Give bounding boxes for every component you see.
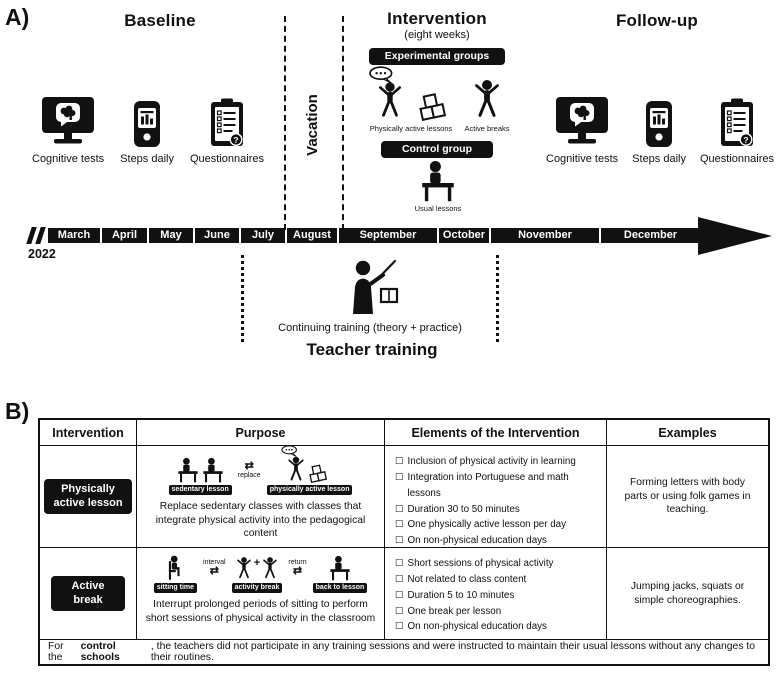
- element-text: Inclusion of physical activity in learning: [407, 456, 576, 467]
- element-text: Duration 5 to 10 minutes: [407, 589, 515, 601]
- checkbox-icon: ☐: [395, 573, 404, 585]
- break-scene: [154, 553, 368, 593]
- heading-baseline: Baseline: [124, 11, 196, 30]
- element-text: One break per lesson: [407, 605, 502, 617]
- sedentary-lesson-scene: [169, 455, 232, 495]
- sitting-time-scene: [154, 553, 197, 593]
- timeline-month: December: [601, 228, 700, 243]
- teacher-training-dotted-line-right: [496, 255, 499, 342]
- activity-break-scene: [232, 553, 283, 593]
- element-text: Integration into Portuguese and math lessons: [407, 471, 569, 499]
- shuffle-icon: ⇄: [292, 565, 303, 578]
- timeline-month: April: [102, 228, 147, 243]
- jumping-kid-icon: [236, 555, 252, 581]
- timeline-month: October: [439, 228, 489, 243]
- group-label: Physically active lessons: [369, 124, 453, 133]
- measure-label: Questionnaires: [190, 153, 264, 165]
- baseline-cognitive-tests: [32, 94, 104, 165]
- timeline-month: August: [287, 228, 337, 243]
- checkbox-icon: ☐: [395, 456, 404, 467]
- physically-active-lesson-scene: [267, 451, 353, 495]
- questionnaire-icon: [718, 98, 756, 148]
- element-item: [395, 556, 602, 572]
- col-header-intervention: Intervention: [40, 420, 137, 446]
- table-row-2-elements: [385, 548, 607, 640]
- cognitive-test-icon: [553, 94, 611, 148]
- followup-questionnaires: [700, 98, 774, 165]
- jumping-kid-icon: [473, 76, 501, 122]
- physically-active-lessons-group: [368, 66, 454, 133]
- element-item: [395, 572, 602, 588]
- intervention-table: [38, 418, 770, 666]
- measure-label: Steps daily: [632, 153, 686, 165]
- kid-at-desk-icon: [201, 457, 225, 483]
- speech-bubble-icon: [281, 445, 299, 457]
- action-word: return: [288, 559, 307, 567]
- col-header-examples: Examples: [607, 420, 768, 446]
- teacher-training-caption: Continuing training (theory + practice): [278, 322, 462, 334]
- checkbox-icon: ☐: [395, 605, 404, 617]
- col-header-purpose: Purpose: [137, 420, 385, 446]
- baseline-measures: [32, 94, 264, 165]
- action-word: interval: [203, 559, 226, 567]
- timeline-month: November: [491, 228, 599, 243]
- pedometer-icon: [644, 100, 674, 148]
- element-item: [395, 517, 602, 533]
- kid-at-desk-icon: [416, 160, 460, 202]
- shuffle-icon: ⇄: [244, 460, 254, 473]
- experimental-groups-badge: Experimental groups: [369, 48, 505, 65]
- control-group-badge: Control group: [381, 141, 493, 158]
- heading-intervention: Intervention: [387, 9, 487, 28]
- table-row-1-purpose: [137, 446, 385, 548]
- baseline-questionnaires: [190, 98, 264, 165]
- kid-at-desk-icon: [176, 457, 200, 483]
- col-header-elements: Elements of the Intervention: [385, 420, 607, 446]
- replace-scene: [169, 451, 353, 495]
- usual-lessons-group: [404, 160, 472, 213]
- element-text: Not related to class content: [407, 573, 527, 585]
- interval-indicator: [203, 559, 226, 593]
- measure-label: Cognitive tests: [32, 153, 105, 165]
- heading-followup: Follow-up: [615, 11, 699, 30]
- scene-badge: sitting time: [154, 583, 197, 593]
- teacher-icon: [339, 258, 401, 316]
- purpose-text: Interrupt prolonged periods of sitting to perform short sessions of physical activity in the classroom: [145, 599, 376, 624]
- timeline-month: March: [48, 228, 100, 243]
- element-item: [395, 604, 602, 620]
- element-item: [395, 454, 602, 470]
- timeline-month: May: [149, 228, 193, 243]
- element-item: [395, 588, 602, 604]
- timeline-month: June: [195, 228, 239, 243]
- note-bold: control schools: [80, 641, 120, 663]
- hopscotch-icon: [414, 91, 454, 121]
- baseline-steps-daily: [120, 100, 174, 165]
- scene-badge: back to lesson: [313, 583, 368, 593]
- heading-intervention-sub: (eight weeks): [404, 29, 470, 41]
- element-text: On non-physical education days: [407, 621, 547, 633]
- cognitive-test-icon: [39, 94, 97, 148]
- intervention-name-badge: Physically active lesson: [44, 479, 132, 515]
- teacher-training-title: Teacher training: [306, 340, 438, 359]
- element-text: On non-physical education days: [407, 535, 547, 547]
- vacation-dashed-line-right: [342, 16, 344, 230]
- checkbox-icon: ☐: [395, 471, 404, 483]
- checkbox-icon: ☐: [395, 535, 404, 547]
- scene-badge: physically active lesson: [267, 485, 353, 495]
- intervention-name-badge: Active break: [51, 576, 125, 612]
- plus-sign: +: [253, 557, 261, 569]
- table-row-2-example: Jumping jacks, squats or simple choreographies.: [607, 548, 768, 640]
- measure-label: Steps daily: [120, 153, 174, 165]
- table-row-1-intervention: [40, 446, 137, 548]
- group-label: Active breaks: [464, 124, 510, 133]
- pedometer-icon: [132, 100, 162, 148]
- return-indicator: [288, 559, 306, 593]
- questionnaire-icon: [208, 98, 246, 148]
- table-row-2-intervention: [40, 548, 137, 640]
- kid-at-desk-icon: [328, 555, 352, 581]
- checkbox-icon: ☐: [395, 519, 404, 531]
- sitting-kid-icon: [164, 555, 186, 581]
- panel-a-label: A): [5, 4, 30, 30]
- heading-intervention-block: [357, 9, 517, 41]
- checkbox-icon: ☐: [395, 589, 404, 601]
- action-word: replace: [237, 472, 261, 480]
- hopscotch-icon: [306, 463, 332, 483]
- panel-b-label: B): [5, 398, 30, 424]
- table-row-1-example: Forming letters with body parts or using folk games in teaching.: [607, 446, 768, 548]
- purpose-text: Replace sedentary classes with classes that integrate physical activity into the pedagogical content: [155, 501, 366, 540]
- group-label: Usual lessons: [414, 204, 462, 213]
- timeline-arrow-icon: [698, 217, 772, 255]
- jumping-kid-icon: [287, 455, 305, 483]
- timeline-month: July: [241, 228, 285, 243]
- scene-badge: sedentary lesson: [169, 485, 232, 495]
- element-item: [395, 533, 602, 549]
- checkbox-icon: ☐: [395, 503, 404, 515]
- back-to-lesson-scene: [313, 553, 368, 593]
- replace-indicator: [238, 461, 261, 495]
- note-prefix: For the: [48, 641, 67, 663]
- checkbox-icon: ☐: [395, 621, 404, 633]
- measure-label: Questionnaires: [700, 153, 774, 165]
- timeline-break-tick: [35, 227, 46, 244]
- note-suffix: , the teachers did not participate in any training sessions and were instructed to maintain their usual lessons without any changes to their routines.: [150, 641, 758, 663]
- element-item: [395, 619, 602, 635]
- vacation-label: Vacation: [304, 94, 321, 156]
- active-breaks-group: [462, 66, 512, 133]
- vacation-dashed-line-left: [284, 16, 286, 230]
- followup-steps-daily: [632, 100, 686, 165]
- checkbox-icon: ☐: [395, 558, 404, 569]
- jumping-kid-icon: [262, 555, 278, 581]
- element-text: Short sessions of physical activity: [407, 558, 554, 569]
- timeline-year: 2022: [28, 247, 56, 261]
- element-text: Duration 30 to 50 minutes: [407, 503, 520, 515]
- scene-badge: activity break: [232, 583, 283, 593]
- jumping-kid-icon: [377, 79, 403, 121]
- teacher-training-dotted-line-left: [241, 255, 244, 342]
- timeline-month: September: [339, 228, 437, 243]
- element-item: [395, 470, 602, 502]
- element-text: One physically active lesson per day: [407, 519, 566, 531]
- control-schools-note: [40, 640, 768, 664]
- followup-measures: [546, 94, 774, 165]
- shuffle-icon: ⇄: [209, 565, 219, 578]
- measure-label: Cognitive tests: [546, 153, 619, 165]
- followup-cognitive-tests: [546, 94, 618, 165]
- table-row-2-purpose: [137, 548, 385, 640]
- table-row-1-elements: [385, 446, 607, 548]
- element-item: [395, 502, 602, 518]
